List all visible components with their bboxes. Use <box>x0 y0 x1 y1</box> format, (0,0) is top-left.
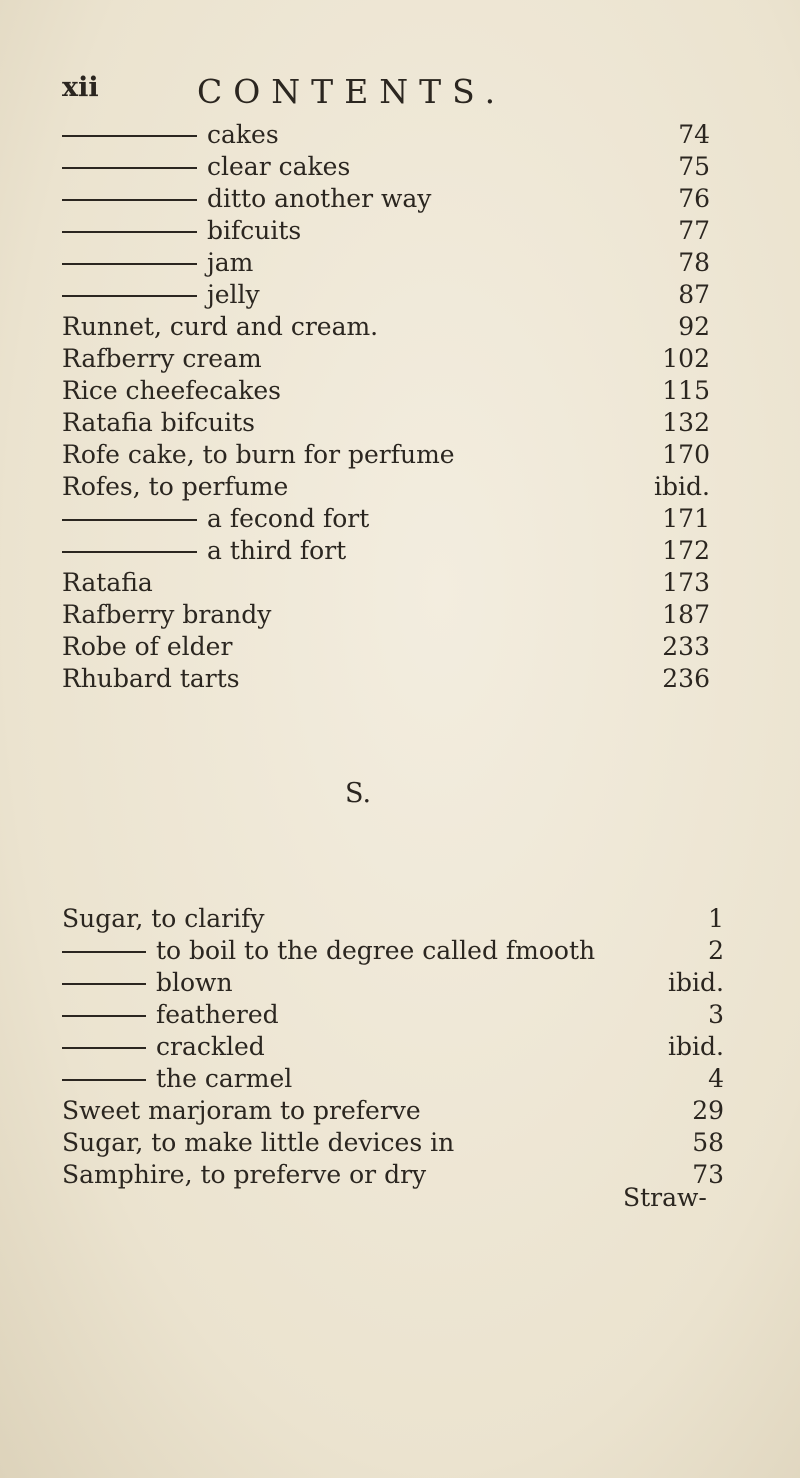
index-entry <box>62 151 710 183</box>
entry-label: Samphire, to preferve or dry <box>62 1160 427 1189</box>
entry-page-number: ibid. <box>654 472 710 501</box>
index-entry <box>62 1063 724 1095</box>
index-entry <box>62 247 710 279</box>
index-entry <box>62 599 710 631</box>
entry-page-number: 170 <box>662 440 710 469</box>
index-entry <box>62 1095 724 1127</box>
entry-page-number: 102 <box>662 344 710 373</box>
entry-label: a third fort <box>207 536 347 565</box>
entry-page-number: 236 <box>662 664 710 693</box>
entry-label: feathered <box>156 1000 279 1029</box>
section-heading-s: S. <box>345 778 372 809</box>
entry-page-number: 87 <box>678 280 710 309</box>
index-entry <box>62 1159 724 1191</box>
running-title: CONTENTS. <box>197 72 507 111</box>
entry-page-number: 3 <box>708 1000 724 1029</box>
index-entry <box>62 183 710 215</box>
index-entry <box>62 343 710 375</box>
catchword: Straw- <box>623 1183 707 1212</box>
entry-label: to boil to the degree called fmooth <box>156 936 596 965</box>
entry-label: the carmel <box>156 1064 293 1093</box>
index-entry <box>62 471 710 503</box>
ditto-dash <box>62 167 197 169</box>
ditto-dash <box>62 551 197 553</box>
entry-page-number: ibid. <box>668 1032 724 1061</box>
index-entry <box>62 663 710 695</box>
entry-page-number: ibid. <box>668 968 724 997</box>
entry-page-number: 58 <box>692 1128 724 1157</box>
entry-label: jam <box>207 248 254 277</box>
entry-label: Rafberry cream <box>62 344 262 373</box>
ditto-dash <box>62 231 197 233</box>
ditto-dash <box>62 951 146 953</box>
entry-page-number: 233 <box>662 632 710 661</box>
entry-page-number: 173 <box>662 568 710 597</box>
entry-page-number: 29 <box>692 1096 724 1125</box>
entry-label: Runnet, curd and cream. <box>62 312 379 341</box>
ditto-dash <box>62 263 197 265</box>
entry-label: clear cakes <box>207 152 351 181</box>
ditto-dash <box>62 199 197 201</box>
ditto-dash <box>62 135 197 137</box>
entry-label: Rhubard tarts <box>62 664 240 693</box>
entry-label: jelly <box>207 280 260 309</box>
entry-label: Sweet marjoram to preferve <box>62 1096 421 1125</box>
page-header <box>62 72 742 122</box>
index-entry <box>62 311 710 343</box>
entry-label: Ratafia <box>62 568 153 597</box>
entry-label: blown <box>156 968 233 997</box>
entry-label: a fecond fort <box>207 504 370 533</box>
index-entry <box>62 407 710 439</box>
index-section-s <box>62 903 724 1191</box>
entry-page-number: 115 <box>662 376 710 405</box>
entry-page-number: 171 <box>662 504 710 533</box>
index-entry <box>62 935 724 967</box>
entry-page-number: 4 <box>708 1064 724 1093</box>
index-entry <box>62 567 710 599</box>
index-entry <box>62 1031 724 1063</box>
entry-page-number: 132 <box>662 408 710 437</box>
ditto-dash <box>62 519 197 521</box>
ditto-dash <box>62 1079 146 1081</box>
entry-label: Sugar, to clarify <box>62 904 265 933</box>
index-entry <box>62 999 724 1031</box>
entry-label: Sugar, to make little devices in <box>62 1128 455 1157</box>
folio-number: xii <box>62 72 99 103</box>
entry-label: Rafberry brandy <box>62 600 272 629</box>
entry-page-number: 172 <box>662 536 710 565</box>
entry-label: Rofe cake, to burn for perfume <box>62 440 455 469</box>
entry-page-number: 1 <box>708 904 724 933</box>
index-entry <box>62 503 710 535</box>
entry-label: cakes <box>207 120 279 149</box>
entry-label: Ratafia bifcuits <box>62 408 256 437</box>
ditto-dash <box>62 1015 146 1017</box>
index-entry <box>62 903 724 935</box>
entry-page-number: 77 <box>678 216 710 245</box>
index-entry <box>62 375 710 407</box>
entry-label: Rice cheefecakes <box>62 376 281 405</box>
entry-page-number: 73 <box>692 1160 724 1189</box>
ditto-dash <box>62 295 197 297</box>
entry-page-number: 187 <box>662 600 710 629</box>
index-entry <box>62 535 710 567</box>
index-entry <box>62 119 710 151</box>
index-entry <box>62 279 710 311</box>
entry-label: Rofes, to perfume <box>62 472 289 501</box>
entry-page-number: 76 <box>678 184 710 213</box>
entry-page-number: 75 <box>678 152 710 181</box>
entry-page-number: 74 <box>678 120 710 149</box>
entry-label: crackled <box>156 1032 265 1061</box>
entry-page-number: 92 <box>678 312 710 341</box>
index-entry <box>62 215 710 247</box>
ditto-dash <box>62 1047 146 1049</box>
index-entry <box>62 631 710 663</box>
entry-label: ditto another way <box>207 184 432 213</box>
entry-page-number: 78 <box>678 248 710 277</box>
entry-label: bifcuits <box>207 216 302 245</box>
index-entry <box>62 1127 724 1159</box>
ditto-dash <box>62 983 146 985</box>
entry-page-number: 2 <box>708 936 724 965</box>
index-section-r <box>62 119 710 695</box>
index-entry <box>62 967 724 999</box>
index-entry <box>62 439 710 471</box>
entry-label: Robe of elder <box>62 632 233 661</box>
